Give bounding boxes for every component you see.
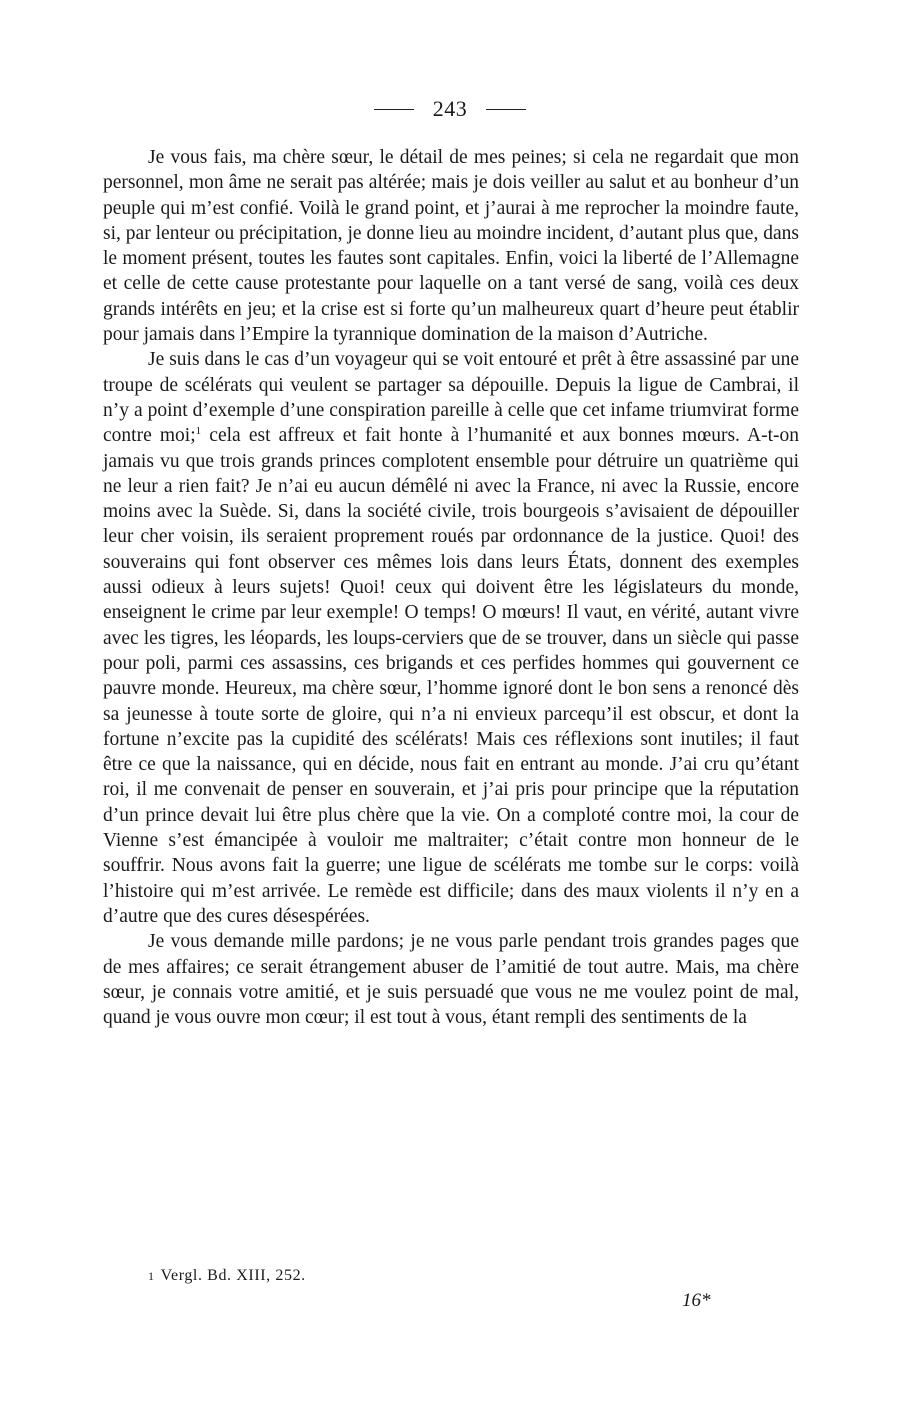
footnote-reference: 1 — [195, 425, 202, 438]
paragraph-text: Je vous demande mille pardons; je ne vous parle pendant trois grandes pages que de mes affaires; ce serait étrangement abuser de l’amitié de tout autre. Mais, ma chère sœur, je connais votre amitié, et je suis persuadé que vous ne me voulez point de mal, quand je vous ouvre mon cœur; il est tout à vous, étant rempli des sentiments de la — [103, 931, 799, 1029]
paragraph — [103, 929, 799, 1030]
page-header — [0, 96, 900, 132]
signature-mark: 16* — [682, 1290, 711, 1311]
paragraph — [103, 347, 799, 929]
paragraph-text: Je vous fais, ma chère sœur, le détail de mes peines; si cela ne regardait que mon personnel, mon âme ne serait pas altérée; mais je dois veiller au salut et au bonheur d’un peuple qui m’est confié. Voilà le grand point, et j’aurai à me reprocher la moindre faute, si, par lenteur ou précipitation, je donne lieu au moindre incident, d’autant plus que, dans le moment présent, toutes les fautes sont capitales. Enfin, voici la liberté de l’Allemagne et celle de cette cause protestante pour laquelle on a tant versé de sang, voilà ces deux grands intérêts en jeu; et la crise est si forte qu’un malheureux quart d’heure peut établir pour jamais dans l’Empire la tyrannique domination de la maison d’Autriche. — [103, 147, 799, 346]
body-text — [103, 145, 799, 1030]
paragraph-text-continued: cela est affreux et fait honte à l’humanité et aux bonnes mœurs. A-t-on jamais vu que trois grands princes complotent ensemble pour détruire un quatrième qui ne leur a rien fait? Je n’ai eu aucun démêlé ni avec la France, ni avec la Russie, encore moins avec la Suède. Si, dans la société civile, trois bourgeois s’avisaient de dépouiller leur cher voisin, ils seraient proprement roués par ordonnance de la justice. Quoi! des souverains qui font observer ces mêmes lois dans leurs États, donnent des exemples aussi odieux à leurs sujets! Quoi! ceux qui doivent être les législateurs du monde, enseignent le crime par leur exemple! O temps! O mœurs! Il vaut, en vérité, autant vivre avec les tigres, les léopards, les loups-cerviers que de se trouver, dans un siècle qui passe pour poli, parmi ces assassins, ces brigands et ces perfides hommes qui gouvernent ce pauvre monde. Heureux, ma chère sœur, l’homme ignoré dont le bon sens a renoncé dès sa jeunesse à toute sorte de gloire, qui n’a ni envieux parcequ’il est obscur, et dont la fortune n’excite pas la cupidité des scélérats! Mais ces réflexions sont inutiles; il faut être ce que la naissance, qui en décide, nous fait en entrant au monde. J’ai cru qu’étant roi, il me convenait de penser en souverain, et j’ai pris pour principe que la réputation d’un prince devait lui être plus chère que la vie. On a comploté contre moi, la cour de Vienne s’est émancipée à vouloir me maltraiter; c’était contre mon honneur de le souffrir. Nous avons fait la guerre; une ligue de scélérats me tombe sur le corps: voilà l’histoire qui m’est arrivée. Le remède est difficile; dans des maux violents il n’y en a d’autre que des cures désespérées. — [103, 425, 799, 927]
page-number: 243 — [432, 96, 468, 121]
footnote-mark: 1 — [148, 1269, 155, 1283]
header-rule-right — [486, 109, 526, 110]
paragraph — [103, 145, 799, 347]
paragraph-text: Je suis dans le cas d’un voyageur qui se voit entouré et prêt à être assassiné par une troupe de scélérats qui veulent se partager sa dépouille. Depuis la ligue de Cambrai, il n’y a point d’exemple d’une conspiration pareille à celle que cet infame triumvirat forme contre moi; — [103, 349, 799, 447]
header-rule-left — [374, 109, 414, 110]
footnote — [148, 1267, 306, 1285]
footnote-text: Vergl. Bd. XIII, 252. — [160, 1267, 306, 1284]
